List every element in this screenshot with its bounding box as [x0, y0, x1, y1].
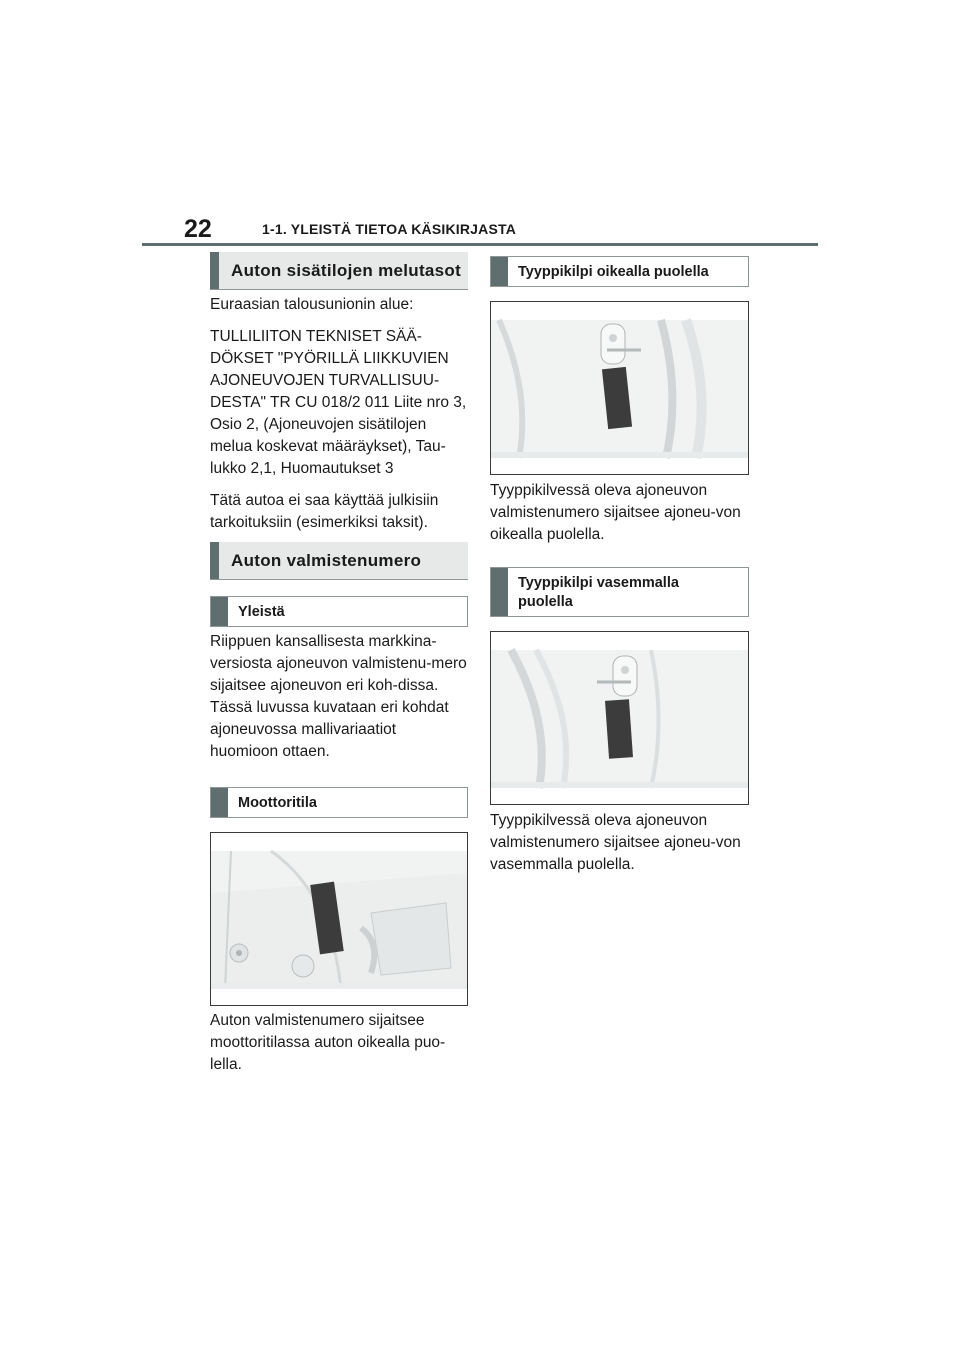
paragraph: Tyyppikilvessä oleva ajoneuvon valmistenumero sijaitsee ajoneu-von vasemmalla puolella.: [490, 812, 741, 873]
heading-accent-bar: [210, 542, 219, 579]
header-divider: [142, 243, 818, 246]
paragraph: Euraasian talousunionin alue:: [210, 296, 414, 313]
subheading-accent-bar: [211, 788, 228, 817]
paragraph: Auton valmistenumero sijaitsee moottoritilassa auton oikealla puo-lella.: [210, 1012, 446, 1073]
subheading-accent-bar: [491, 257, 508, 286]
subheading-text: Tyyppikilpi oikealla puolella: [518, 264, 709, 280]
engine-bay-caption: [210, 1010, 468, 1088]
subheading-text: Yleistä: [238, 604, 285, 620]
subheading-right-plate: [490, 256, 749, 287]
subheading-left-plate: [490, 567, 749, 617]
left-plate-illustration: [490, 631, 749, 805]
noise-levels-text: [210, 294, 468, 546]
subheading-text: Moottoritila: [238, 795, 317, 811]
section-heading-vin: [210, 542, 468, 580]
subheading-text: Tyyppikilpi vasemmalla puolella: [518, 575, 679, 610]
section-heading-text: Auton valmistenumero: [231, 550, 422, 570]
paragraph: TULLILIITON TEKNISET SÄÄ-DÖKSET "PYÖRILLÄ LIIKKUVIEN AJONEUVOJEN TURVALLISUU-DESTA" TR CU 018/2 011 Liite nro 3, Osio 2, (Ajoneuvojen sisätilojen melua koskevat määräykset), Tau-lukko 2,1, Huomautukset 3: [210, 328, 467, 477]
right-plate-illustration: [490, 301, 749, 475]
engine-bay-illustration: [210, 832, 468, 1006]
subheading-accent-bar: [211, 597, 228, 626]
paragraph: Riippuen kansallisesta markkina-versiosta ajoneuvon valmistenu-mero sijaitsee ajoneuvon eri koh-dissa. Tässä luvussa kuvataan eri kohdat ajoneuvossa mallivariaatiot huomioon ottaen.: [210, 633, 467, 760]
paragraph: Tätä autoa ei saa käyttää julkisiin tarkoituksiin (esimerkiksi taksit).: [210, 492, 439, 531]
left-plate-caption: [490, 810, 749, 888]
subheading-general: [210, 596, 468, 627]
right-plate-caption: [490, 480, 749, 558]
section-heading-noise-levels: [210, 252, 468, 290]
subheading-accent-bar: [491, 568, 508, 616]
chapter-title: 1-1. YLEISTÄ TIETOA KÄSIKIRJASTA: [262, 221, 517, 237]
page-number: 22: [184, 215, 212, 243]
section-heading-text: Auton sisätilojen melutasot: [231, 260, 462, 280]
general-text: [210, 631, 468, 775]
paragraph: Tyyppikilvessä oleva ajoneuvon valmistenumero sijaitsee ajoneu-von oikealla puolella.: [490, 482, 741, 543]
heading-accent-bar: [210, 252, 219, 289]
subheading-engine-bay: [210, 787, 468, 818]
